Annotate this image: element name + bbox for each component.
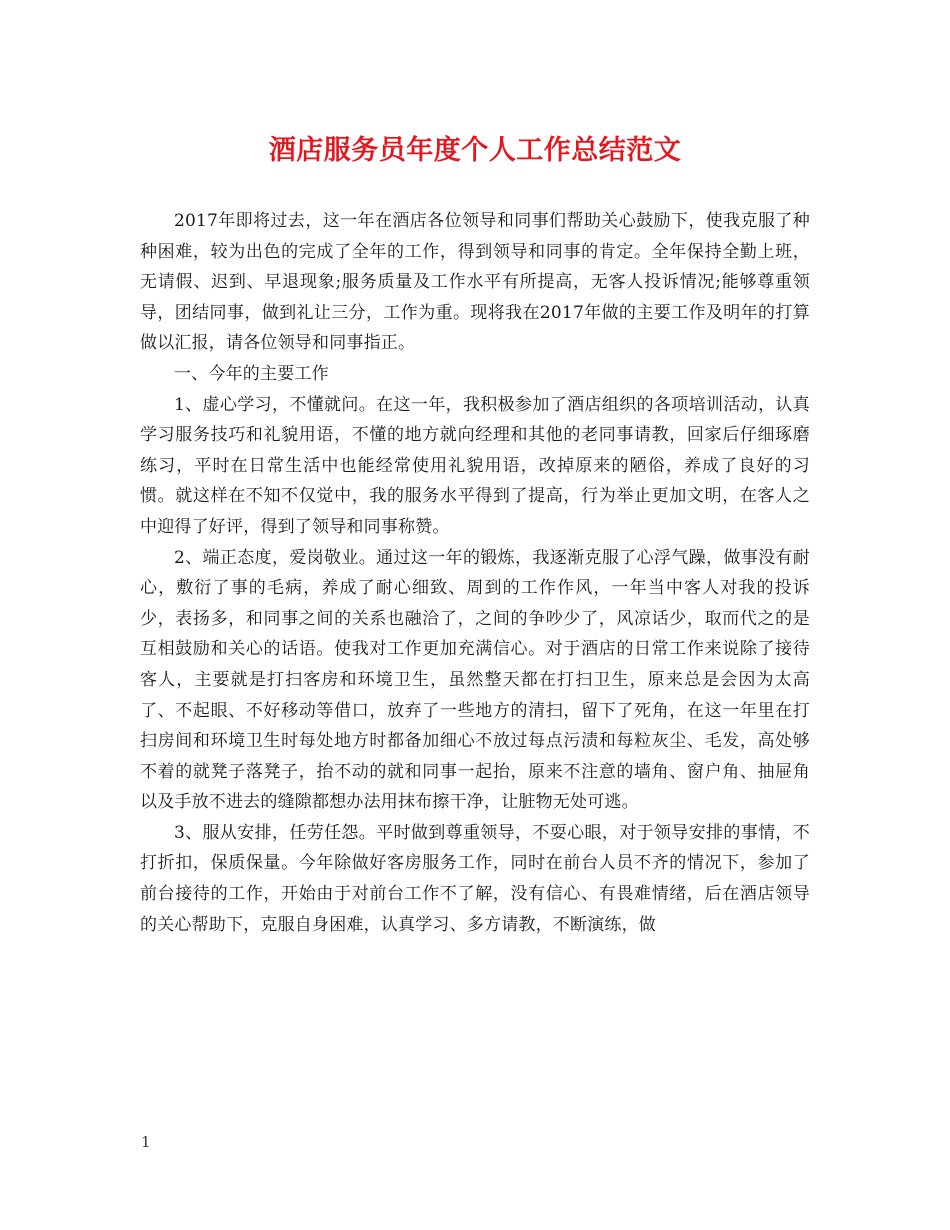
section-heading-main-work: 一、今年的主要工作 [174, 363, 329, 384]
paragraph-item-3: 3、服从安排，任劳任怨。平时做到尊重领导，不耍心眼，对于领导安排的事情，不打折扣，保质保量。今年除做好客房服务工作，同时在前台人员不齐的情况下，参加了前台接待的工作，开始由于对前台工作不了解，没有信心、有畏难情绪，后在酒店领导的关心帮助下，克服自身困难，认真学习、多方请教，不断演练，做 [140, 822, 810, 935]
page-number: 1 [141, 1133, 151, 1151]
paragraph-item-1: 1、虚心学习，不懂就问。在这一年，我积极参加了酒店组织的各项培训活动，认真学习服务技巧和礼貌用语，不懂的地方就向经理和其他的老同事请教，回家后仔细琢磨练习，平时在日常生活中也能经常使用礼貌用语，改掉原来的陋俗，养成了良好的习惯。就这样在不知不仅觉中，我的服务水平得到了提高，行为举止更加文明，在客人之中迎得了好评，得到了领导和同事称赞。 [140, 394, 810, 537]
paragraph-intro: 2017年即将过去，这一年在酒店各位领导和同事们帮助关心鼓励下，使我克服了种种困难，较为出色的完成了全年的工作，得到领导和同事的肯定。全年保持全勤上班，无请假、迟到、早退现象;服务质量及工作水平有所提高，无客人投诉情况;能够尊重领导，团结同事，做到礼让三分，工作为重。现将我在2017年做的主要工作及明年的打算做以汇报，请各位领导和同事指正。 [140, 211, 810, 354]
paragraph-item-2: 2、端正态度，爱岗敬业。通过这一年的锻炼，我逐渐克服了心浮气躁，做事没有耐心，敷衍了事的毛病，养成了耐心细致、周到的工作作风，一年当中客人对我的投诉少，表扬多，和同事之间的关系也融洽了，之间的争吵少了，风凉话少，取而代之的是互相鼓励和关心的话语。使我对工作更加充满信心。对于酒店的日常工作来说除了接待客人，主要就是打扫客房和环境卫生，虽然整天都在打扫卫生，原来总是会因为太高了、不起眼、不好移动等借口，放弃了一些地方的清扫，留下了死角，在这一年里在打扫房间和环境卫生时每处地方时都备加细心不放过每点污渍和每粒灰尘、毛发，高处够不着的就凳子落凳子，抬不动的就和同事一起抬，原来不注意的墙角、窗户角、抽屉角以及手放不进去的缝隙都想办法用抹布擦干净，让脏物无处可逃。 [140, 547, 810, 813]
document-title: 酒店服务员年度个人工作总结范文 [268, 135, 682, 166]
document-body [140, 206, 810, 940]
